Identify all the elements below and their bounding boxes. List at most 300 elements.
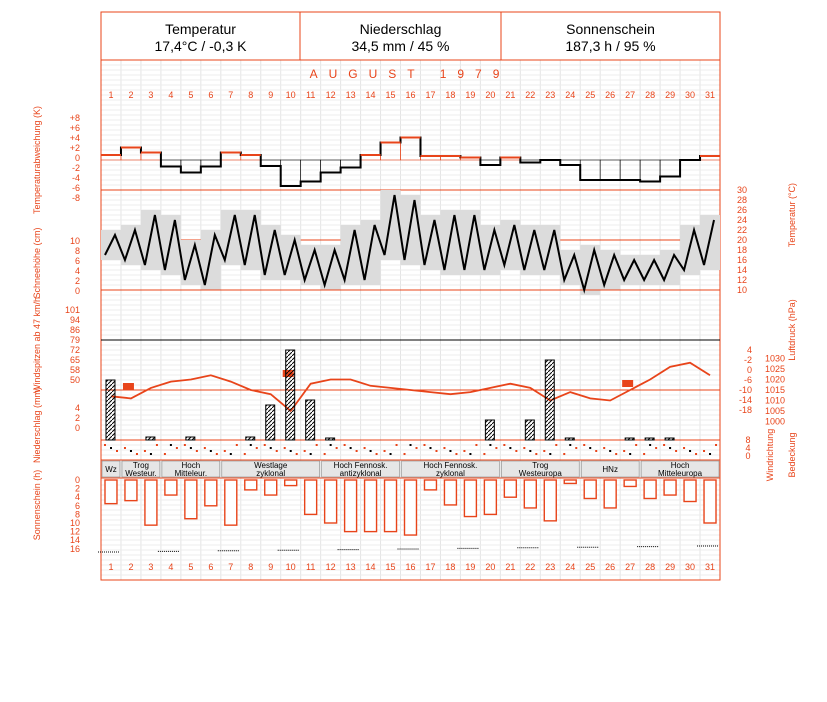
pressure-anomaly-tick: 4: [746, 345, 752, 355]
day-label-bottom: 6: [208, 562, 214, 572]
anomaly-bar: [640, 160, 660, 182]
cloud-dot: [535, 453, 537, 455]
cloud-dot: [384, 450, 386, 452]
cloud-dot: [296, 453, 298, 455]
precip-bar: [286, 350, 295, 440]
cloud-dot: [170, 444, 172, 446]
cloud-dot: [144, 450, 146, 452]
cloud-dot: [390, 453, 392, 455]
day-label-bottom: 13: [345, 562, 356, 572]
day-label-top: 5: [188, 90, 194, 100]
cloud-dot: [290, 450, 292, 452]
anomaly-bar: [321, 160, 341, 173]
rain-marker: [622, 380, 633, 387]
anomaly-bar: [660, 160, 680, 177]
weather-type-label: zyklonal: [435, 469, 465, 478]
weather-type-label: HNz: [602, 465, 618, 474]
day-label-top: 8: [248, 90, 254, 100]
day-label-bottom: 1: [108, 562, 114, 572]
day-label-bottom: 30: [685, 562, 696, 572]
anomaly-bar: [121, 148, 141, 161]
cloud-dot: [124, 447, 126, 449]
snow-axis-label: Schneehöhe (cm): [32, 227, 42, 299]
sunshine-tick: 16: [69, 543, 80, 554]
anomaly-axis-label: Temperaturabweichung (K): [32, 105, 42, 215]
cloud-dot: [589, 447, 591, 449]
cloud-dot: [356, 450, 358, 452]
cloud-dot: [330, 444, 332, 446]
temperature-tick: 30: [737, 185, 748, 195]
temperature-tick: 26: [737, 205, 748, 215]
cloud-dot: [463, 450, 465, 452]
cloud-dot: [336, 447, 338, 449]
cloud-dot: [264, 444, 266, 446]
day-label-bottom: 4: [168, 562, 174, 572]
day-label-bottom: 29: [665, 562, 676, 572]
cloud-dot: [364, 447, 366, 449]
temperature-tick: 20: [737, 235, 748, 245]
day-label-top: 13: [345, 90, 356, 100]
snow-tick: 6: [74, 256, 80, 266]
pressure-anomaly-tick: -2: [743, 355, 752, 365]
sunshine-bar: [125, 480, 137, 501]
cloud-dot: [230, 453, 232, 455]
day-label-top: 3: [148, 90, 154, 100]
cloud-dot: [423, 444, 425, 446]
sunshine-bar: [205, 480, 217, 506]
pressure-tick: 1010: [765, 395, 786, 406]
sunshine-bar: [664, 480, 676, 495]
day-label-bottom: 28: [645, 562, 656, 572]
sunshine-bar: [385, 480, 397, 532]
sunshine-bar: [684, 480, 696, 502]
day-label-top: 9: [268, 90, 274, 100]
day-label-top: 29: [665, 90, 676, 100]
day-label-bottom: 12: [325, 562, 336, 572]
anomaly-tick: +6: [69, 123, 80, 133]
cloud-dot: [483, 453, 485, 455]
cloud-dot: [523, 447, 525, 449]
sunshine-bar: [584, 480, 596, 498]
day-label-bottom: 20: [485, 562, 496, 572]
wind-tick: 101: [64, 305, 80, 315]
day-label-top: 25: [585, 90, 596, 100]
weather-type-label: Mitteleur.: [174, 469, 208, 478]
wind-tick: 94: [69, 315, 80, 325]
snow-tick: 8: [74, 246, 80, 256]
cloud-cover-label: Bedeckung: [787, 432, 797, 478]
cloud-dot: [703, 450, 705, 452]
cloud-dot: [284, 447, 286, 449]
cloud-dot: [104, 444, 106, 446]
cloud-dot: [176, 447, 178, 449]
cloud-dot: [190, 447, 192, 449]
cloud-dot: [469, 453, 471, 455]
cloud-dot: [449, 450, 451, 452]
wind-tick: 86: [69, 325, 80, 335]
wind-direction-label: Windrichtung: [765, 428, 775, 482]
day-label-top: 7: [228, 90, 234, 100]
day-label-top: 15: [385, 90, 396, 100]
day-label-top: 4: [168, 90, 174, 100]
day-label-top: 24: [565, 90, 576, 100]
cloud-dot: [623, 450, 625, 452]
cloud-dot: [210, 450, 212, 452]
cloud-dot: [555, 444, 557, 446]
cloud-dot: [130, 450, 132, 452]
cloud-dot: [695, 453, 697, 455]
day-label-bottom: 10: [285, 562, 296, 572]
wind-tick: 65: [69, 355, 80, 365]
weather-type-label: Hoch Fennosk.: [423, 461, 478, 470]
cloud-dot: [609, 450, 611, 452]
weather-type-label: Westeur.: [125, 469, 157, 478]
day-label-top: 26: [605, 90, 616, 100]
cloud-tick: 4: [745, 443, 751, 453]
cloud-dot: [244, 453, 246, 455]
day-label-top: 30: [685, 90, 696, 100]
cloud-dot: [709, 453, 711, 455]
temperature-tick: 10: [737, 285, 748, 295]
sunshine-bar: [405, 480, 417, 535]
weather-type-label: Trog: [132, 461, 150, 470]
sunshine-tick: 4: [74, 492, 80, 503]
cloud-dot: [310, 453, 312, 455]
cloud-dot: [136, 453, 138, 455]
pressure-tick: 1020: [765, 374, 786, 385]
anomaly-bar: [301, 160, 321, 182]
day-label-bottom: 27: [625, 562, 636, 572]
precipitation-title: Niederschlag: [359, 21, 442, 37]
sunshine-bar: [325, 480, 337, 523]
anomaly-tick: +4: [69, 133, 80, 143]
cloud-dot: [649, 444, 651, 446]
day-label-bottom: 25: [585, 562, 596, 572]
day-label-bottom: 5: [188, 562, 194, 572]
temperature-value: 17,4°C / -0,3 K: [154, 38, 247, 54]
weather-type-label: Westlage: [254, 461, 288, 470]
precip-bar: [565, 438, 574, 440]
day-label-bottom: 14: [365, 562, 376, 572]
pressure-tick: 1000: [765, 416, 786, 427]
day-label-top: 6: [208, 90, 214, 100]
wind-tick: 72: [69, 345, 80, 355]
pressure-anomaly-tick: -18: [738, 405, 752, 415]
wind-tick: 79: [69, 335, 80, 345]
sunshine-bar: [365, 480, 377, 532]
anomaly-bar: [181, 160, 201, 173]
cloud-dot: [615, 453, 617, 455]
cloud-dot: [663, 444, 665, 446]
cloud-dot: [316, 444, 318, 446]
day-label-bottom: 9: [268, 562, 274, 572]
day-label-top: 11: [305, 90, 316, 100]
cloud-dot: [376, 453, 378, 455]
sunshine-axis-label: Sonnenschein (h): [32, 469, 42, 541]
cloud-dot: [216, 453, 218, 455]
sunshine-bar: [185, 480, 197, 519]
pressure-anomaly-tick: -10: [738, 385, 752, 395]
temperature-tick: 24: [737, 215, 748, 225]
weather-type-label: Trog: [532, 461, 549, 470]
day-label-top: 10: [285, 90, 296, 100]
wind-axis-label: Windspitzen ab 47 km/h: [32, 296, 42, 394]
cloud-dot: [503, 444, 505, 446]
precip-bar: [186, 437, 195, 440]
cloud-dot: [689, 450, 691, 452]
cloud-dot: [396, 444, 398, 446]
cloud-dot: [304, 450, 306, 452]
cloud-tick: 0: [745, 451, 751, 461]
sunshine-bar: [644, 480, 656, 498]
precip-tick: 4: [74, 403, 80, 413]
cloud-dot: [270, 447, 272, 449]
pressure-anomaly-tick: -14: [738, 395, 752, 405]
cloud-dot: [475, 444, 477, 446]
sunshine-tick: 2: [74, 483, 80, 494]
day-label-bottom: 18: [445, 562, 456, 572]
day-label-bottom: 24: [565, 562, 576, 572]
day-label-top: 14: [365, 90, 376, 100]
cloud-dot: [509, 447, 511, 449]
cloud-dot: [543, 450, 545, 452]
day-label-bottom: 2: [128, 562, 134, 572]
day-label-bottom: 31: [705, 562, 716, 572]
sunshine-bar: [544, 480, 556, 521]
weather-type-label: Wz: [105, 465, 117, 474]
snow-tick: 4: [74, 266, 80, 276]
cloud-dot: [164, 453, 166, 455]
month-title: AUGUST 1979: [309, 67, 511, 81]
precipitation-value: 34,5 mm / 45 %: [351, 38, 450, 54]
temperature-tick: 28: [737, 195, 748, 205]
precip-bar: [246, 437, 255, 440]
sunshine-bar: [704, 480, 716, 523]
cloud-dot: [156, 444, 158, 446]
sunshine-bar: [345, 480, 357, 532]
sunshine-bar: [564, 480, 576, 483]
day-label-top: 22: [525, 90, 536, 100]
cloud-dot: [236, 444, 238, 446]
precip-bar: [266, 405, 275, 440]
sunshine-bar: [105, 480, 117, 504]
sunshine-value: 187,3 h / 95 %: [565, 38, 656, 54]
cloud-dot: [489, 444, 491, 446]
day-label-bottom: 7: [228, 562, 234, 572]
cloud-dot: [443, 447, 445, 449]
pressure-tick: 1030: [765, 353, 786, 364]
cloud-dot: [575, 447, 577, 449]
cloud-dot: [344, 444, 346, 446]
cloud-dot: [204, 447, 206, 449]
day-label-top: 20: [485, 90, 496, 100]
cloud-dot: [110, 447, 112, 449]
precip-bar: [525, 420, 534, 440]
cloud-dot: [184, 444, 186, 446]
sunshine-bar: [225, 480, 237, 525]
day-label-top: 1: [108, 90, 114, 100]
precip-bar: [485, 420, 494, 440]
anomaly-tick: -2: [71, 163, 80, 173]
day-label-top: 18: [445, 90, 456, 100]
day-label-bottom: 16: [405, 562, 416, 572]
pressure-tick: 1025: [765, 364, 786, 374]
rain-marker: [123, 383, 134, 390]
snow-tick: 2: [74, 276, 80, 286]
anomaly-tick: -6: [71, 183, 80, 193]
day-label-bottom: 23: [545, 562, 556, 572]
cloud-dot: [569, 444, 571, 446]
weather-type-label: Mitteleuropa: [658, 469, 703, 478]
sunshine-tick: 12: [69, 526, 80, 537]
day-label-bottom: 19: [465, 562, 476, 572]
temperature-tick: 14: [737, 265, 748, 275]
cloud-dot: [250, 444, 252, 446]
cloud-dot: [603, 447, 605, 449]
day-label-bottom: 17: [425, 562, 436, 572]
cloud-dot: [643, 453, 645, 455]
precip-axis-label: Niederschlag (mm): [32, 386, 42, 464]
sunshine-bar: [285, 480, 297, 486]
sunshine-bar: [444, 480, 456, 505]
weather-type-label: Westeuropa: [518, 469, 562, 478]
precip-tick: 2: [74, 413, 80, 423]
day-label-top: 2: [128, 90, 134, 100]
sunshine-tick: 0: [74, 475, 80, 485]
cloud-dot: [595, 450, 597, 452]
day-label-top: 12: [325, 90, 336, 100]
anomaly-bar: [341, 160, 361, 168]
snow-tick: 10: [69, 236, 80, 246]
cloud-dot: [435, 450, 437, 452]
day-label-top: 27: [625, 90, 636, 100]
day-label-top: 19: [465, 90, 476, 100]
cloud-dot: [404, 453, 406, 455]
cloud-dot: [549, 453, 551, 455]
cloud-dot: [276, 450, 278, 452]
day-label-top: 21: [505, 90, 516, 100]
cloud-dot: [116, 450, 118, 452]
precip-bar: [665, 438, 674, 440]
sunshine-bar: [145, 480, 157, 525]
pressure-anomaly-tick: -6: [743, 375, 752, 385]
day-label-top: 17: [425, 90, 436, 100]
cloud-dot: [515, 450, 517, 452]
day-label-bottom: 8: [248, 562, 254, 572]
cloud-dot: [629, 453, 631, 455]
wind-tick: 58: [69, 365, 80, 375]
sunshine-tick: 8: [74, 509, 80, 520]
day-label-top: 23: [545, 90, 556, 100]
anomaly-bar: [221, 153, 241, 161]
cloud-dot: [495, 447, 497, 449]
pressure-axis-label: Luftdruck (hPa): [787, 299, 797, 361]
sunshine-bar: [484, 480, 496, 514]
cloud-dot: [683, 447, 685, 449]
cloud-dot: [256, 447, 258, 449]
anomaly-bar: [401, 138, 421, 161]
sunshine-tick: 10: [69, 518, 80, 528]
weather-type-label: zyklonal: [256, 469, 286, 478]
sunshine-bar: [305, 480, 317, 514]
precip-bar: [326, 438, 335, 440]
anomaly-tick: -8: [71, 193, 80, 203]
weather-types-row: [102, 461, 719, 478]
temperature-panel: [101, 190, 720, 295]
precip-bar: [545, 360, 554, 440]
precip-bar: [645, 438, 654, 440]
cloud-dot: [635, 444, 637, 446]
temperature-range-band: [101, 190, 720, 295]
day-label-bottom: 26: [605, 562, 616, 572]
cloud-dot: [715, 444, 717, 446]
wind-tick: 50: [69, 375, 80, 385]
cloud-dot: [370, 450, 372, 452]
cloud-dot: [675, 450, 677, 452]
temperature-tick: 18: [737, 245, 748, 255]
weather-type-label: antizyklonal: [339, 469, 382, 478]
precip-bar: [306, 400, 315, 440]
cloud-dot: [324, 453, 326, 455]
cloud-dot: [410, 444, 412, 446]
cloud-dot: [529, 450, 531, 452]
cloud-tick: 8: [745, 435, 751, 445]
cloud-dot: [583, 444, 585, 446]
temperature-tick: 22: [737, 225, 748, 235]
weather-type-label: Hoch: [181, 461, 201, 470]
sunshine-bar: [165, 480, 177, 495]
cloud-dot: [224, 450, 226, 452]
sunshine-bar: [504, 480, 516, 497]
sunshine-bar: [265, 480, 277, 495]
cloud-dot: [350, 447, 352, 449]
weather-type-label: Hoch: [670, 461, 690, 470]
sunshine-title: Sonnenschein: [566, 21, 655, 37]
anomaly-tick: +2: [69, 143, 80, 153]
anomaly-tick: -4: [71, 173, 80, 183]
temperature-axis-label: Temperatur (°C): [787, 182, 797, 248]
pressure-tick: 1005: [765, 406, 786, 416]
pressure-tick: 1015: [765, 385, 786, 395]
sunshine-panel: [98, 480, 718, 552]
weather-type-label: Hoch Fennosk.: [333, 461, 388, 470]
sunshine-bar: [624, 480, 636, 486]
cloud-dot: [455, 453, 457, 455]
day-label-top: 31: [705, 90, 716, 100]
cloud-dot: [196, 450, 198, 452]
sunshine-bar: [424, 480, 436, 490]
day-label-bottom: 21: [505, 562, 516, 572]
cloud-dot: [429, 447, 431, 449]
cloud-dot: [655, 447, 657, 449]
temperature-tick: 16: [737, 255, 748, 265]
cloud-dot: [669, 447, 671, 449]
precip-tick: 0: [74, 423, 80, 433]
sunshine-bar: [245, 480, 257, 490]
precip-bar: [106, 380, 115, 440]
anomaly-bar: [141, 153, 161, 161]
cloud-dot: [416, 447, 418, 449]
day-label-bottom: 3: [148, 562, 154, 572]
sunshine-tick: 14: [69, 535, 80, 546]
pressure-anomaly-tick: 0: [746, 365, 752, 375]
day-label-bottom: 11: [305, 562, 316, 572]
cloud-dot: [563, 453, 565, 455]
precip-bar: [146, 437, 155, 440]
day-label-bottom: 15: [385, 562, 396, 572]
temperature-tick: 12: [737, 275, 748, 285]
sunshine-bar: [604, 480, 616, 508]
